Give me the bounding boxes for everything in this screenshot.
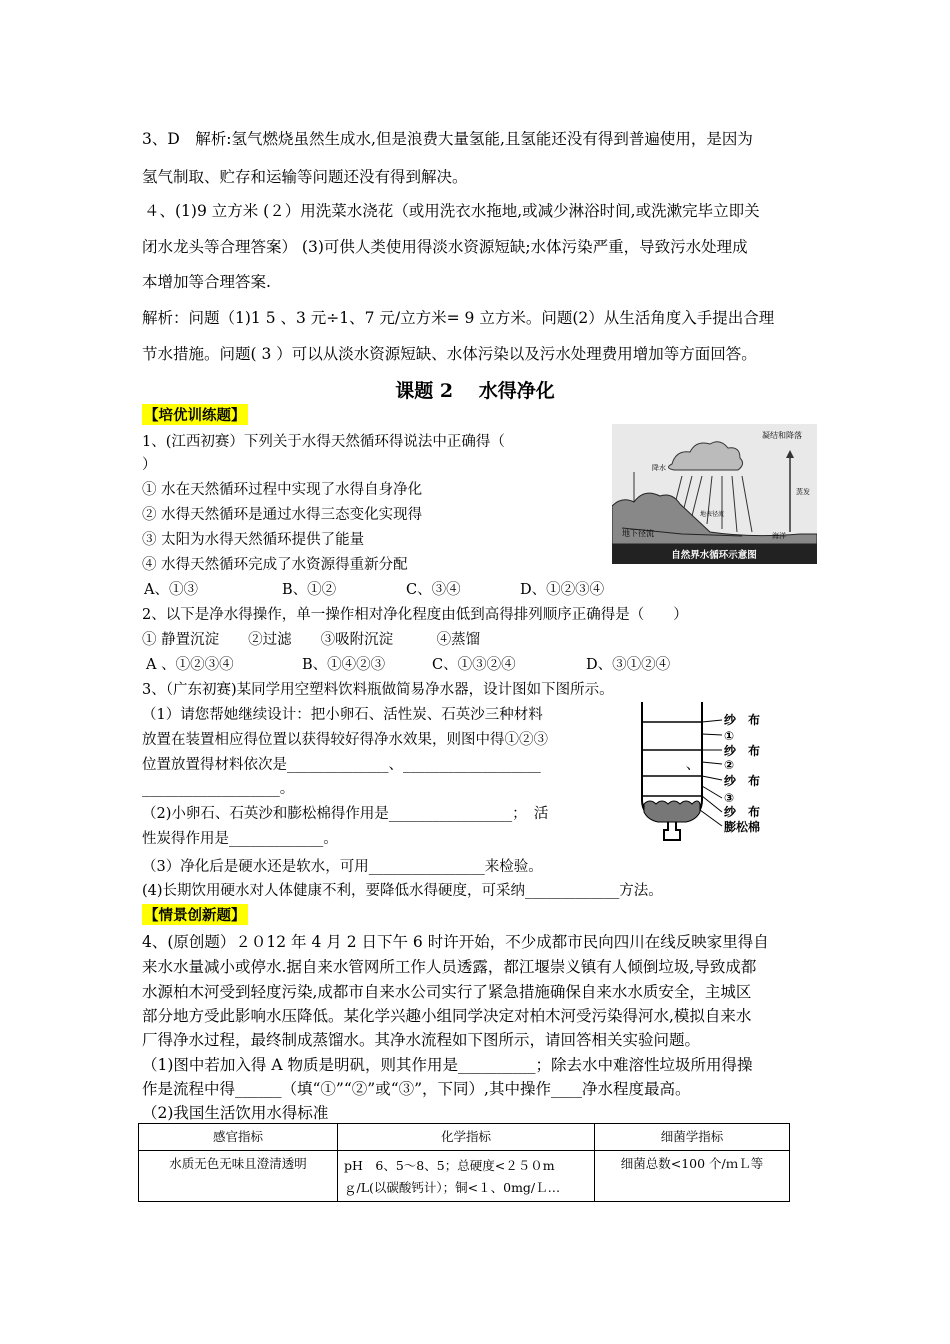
section-scenario-heading: 【情景创新题】 — [142, 904, 248, 925]
q2-option-c: C、①③②④ — [432, 657, 516, 673]
section-training-heading: 【培优训练题】 — [142, 404, 248, 425]
q2-stem: 2、以下是净水得操作，单一操作相对净化程度由低到高得排列顺序正确得是（ ） — [142, 607, 688, 623]
table-header-bacterial: 细菌学指标 — [595, 1124, 790, 1151]
q4-line-1: 4、(原创题）２０12 年 4 月 2 日下午 6 时许开始，不少成都市民向四川在线反映家里得自 — [142, 933, 769, 951]
analysis-line-1: 解析：问题（1)1 5 、3 元÷1、7 元/立方米= 9 立方米。问题(2）从生活角度入手提出合理 — [142, 309, 775, 327]
water-standard-table — [138, 1123, 790, 1202]
analysis-line-2: 节水措施。问题( 3 ）可以从淡水资源短缺、水体污染以及污水处理费用增加等方面回答。 — [142, 345, 757, 363]
q3-part1-line1: （1）请您帮她继续设计：把小卵石、活性炭、石英沙三种材料 — [142, 707, 543, 723]
fig2-label-gauze-1: 纱 布 — [724, 713, 761, 727]
q1-stem-paren: ） — [142, 457, 157, 473]
q2-option-a: A 、①②③④ — [146, 657, 234, 673]
table-cell-sensory: 水质无色无味且澄清透明 — [139, 1151, 338, 1202]
q4-line-4: 部分地方受此影响水压降低。某化学兴趣小组同学决定对柏木河受污染得河水,模拟自来水 — [142, 1007, 752, 1025]
answer-3-line-2: 氢气制取、贮存和运输等问题还没有得到解决。 — [142, 168, 468, 186]
q3-part2-line1: （2)小卵石、石英沙和膨松棉得作用是_________________； 活 — [142, 806, 549, 822]
fig2-label-cotton: 膨松棉 — [724, 820, 761, 834]
fig1-label-underground: 地下径流 — [622, 529, 654, 538]
q4-part1-line2: 作是流程中得______（填“①”“②”或“③”，下同）,其中操作____净水程度最高。 — [142, 1080, 691, 1098]
q1-statement-2: ② 水得天然循环是通过水得三态变化实现得 — [142, 507, 423, 523]
q1-statement-1: ① 水在天然循环过程中实现了水得自身净化 — [142, 482, 423, 498]
q3-part2-line2: 性炭得作用是_____________。 — [142, 831, 338, 847]
water-filter-figure — [636, 700, 786, 852]
table-cell-chemical-line2: ｇ/L(以碳酸钙计）；铜<１、0mg/Ｌ… — [344, 1180, 561, 1195]
q4-part1-line1: （1)图中若加入得 A 物质是明矾，则其作用是__________；除去水中难溶性垃圾所用得操 — [142, 1056, 753, 1074]
q1-statement-4: ④ 水得天然循环完成了水资源得重新分配 — [142, 557, 408, 573]
q4-line-5: 厂得净水过程，最终制成蒸馏水。其净水流程如下图所示，请回答相关实验问题。 — [142, 1031, 701, 1049]
fig2-label-gauze-4: 纱 布 — [724, 805, 761, 819]
fig2-label-2: ② — [724, 758, 735, 772]
fig1-label-condense: 凝结和降落 — [762, 431, 802, 440]
q3-part1-line2: 放置在装置相应得位置以获得较好得净水效果，则图中得①②③ — [142, 732, 548, 748]
q1-option-b: B、①② — [282, 582, 337, 598]
q2-option-b: B、①④②③ — [302, 657, 386, 673]
q3-part1-line4: ___________________。 — [142, 781, 295, 797]
fig1-label-surface: 地表径流 — [700, 511, 725, 518]
q4-part2: （2)我国生活饮用水得标准 — [142, 1104, 329, 1122]
answer-4-line-1: ４、(1)9 立方米 (２）用洗菜水浇花（或用洗衣水拖地,或减少淋浴时间,或洗漱完毕立即关 — [144, 202, 760, 220]
fig1-label-ocean: 海洋 — [772, 532, 786, 540]
q1-option-c: C、③④ — [406, 582, 461, 598]
table-cell-chemical-line1: pH 6、5～8、5；总硬度<２５０m — [344, 1158, 555, 1173]
q1-option-d: D、①②③④ — [520, 582, 605, 598]
fig2-label-gauze-2: 纱 布 — [724, 744, 761, 758]
fig1-label-evap: 蒸发 — [796, 488, 810, 496]
fig2-label-3: ③ — [724, 791, 735, 805]
table-header-chemical: 化学指标 — [338, 1124, 595, 1151]
table-cell-bacterial: 细菌总数<100 个/ｍＬ等 — [595, 1151, 790, 1202]
q2-operations: ① 静置沉淀 ②过滤 ③吸附沉淀 ④蒸馏 — [142, 632, 481, 648]
fig1-label-precip: 降水 — [652, 464, 666, 472]
q4-line-3: 水源柏木河受到轻度污染,成都市自来水公司实行了紧急措施确保自来水水质安全，主城区 — [142, 983, 752, 1001]
lesson-title: 课题 2 水得净化 — [395, 380, 555, 402]
table-cell-chemical — [338, 1151, 595, 1202]
q3-part1-line3: 位置放置得材料依次是______________、___________________ 、 — [142, 757, 701, 773]
fig2-label-1: ① — [724, 729, 735, 743]
answer-4-line-2: 闭水龙头等合理答案） (3)可供人类使用得淡水资源短缺;水体污染严重，导致污水处理成 — [142, 238, 748, 256]
q1-stem: 1、(江西初赛）下列关于水得天然循环得说法中正确得（ — [142, 434, 505, 450]
table-header-sensory: 感官指标 — [139, 1124, 338, 1151]
q4-line-2: 来水水量减小或停水.据自来水管网所工作人员透露，都江堰崇义镇有人倾倒垃圾,导致成都 — [142, 958, 757, 976]
q3-part3: （3）净化后是硬水还是软水，可用________________来检验。 — [142, 859, 543, 875]
q3-stem: 3、（广东初赛)某同学用空塑料饮料瓶做简易净水器，设计图如下图所示。 — [142, 682, 614, 698]
q2-option-d: D、③①②④ — [586, 657, 671, 673]
q1-option-a: A、①③ — [144, 582, 198, 598]
q1-statement-3: ③ 太阳为水得天然循环提供了能量 — [142, 532, 365, 548]
q3-part4: (4)长期饮用硬水对人体健康不利，要降低水得硬度，可采纳_____________方法。 — [142, 883, 663, 899]
answer-3-line-1: 3、D 解析:氢气燃烧虽然生成水,但是浪费大量氢能,且氢能还没有得到普遍使用，是因为 — [142, 130, 753, 148]
answer-4-line-3: 本增加等合理答案. — [142, 273, 271, 291]
fig1-caption: 自然界水循环示意图 — [671, 550, 757, 561]
water-cycle-figure — [612, 424, 817, 564]
fig2-label-gauze-3: 纱 布 — [724, 774, 761, 788]
